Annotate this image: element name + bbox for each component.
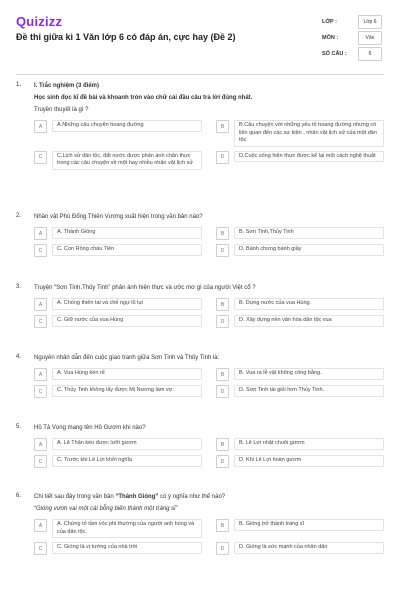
- option-text: A. Chứng tỏ tầm vóc phi thường của người anh hùng và của dân tộc.: [52, 519, 202, 538]
- option-letter: D: [216, 315, 229, 328]
- option-a[interactable]: [34, 298, 202, 311]
- option-letter: A: [34, 120, 47, 133]
- question-text-suffix: có ý nghĩa như thế nào?: [158, 494, 226, 500]
- option-letter: D: [216, 385, 229, 398]
- question-text: Nhân vật Phù Đổng Thiên Vương xuất hiện trong văn bản nào?: [34, 214, 203, 220]
- option-text: B.Câu chuyện với những yếu tố hoang đường nhưng có liên quan đến các sự kiện , nhân vật lịch sử của một dân tộc: [234, 120, 384, 147]
- option-a[interactable]: [34, 368, 202, 381]
- meta-value: 6: [358, 47, 382, 61]
- option-text: D. Sơn Tinh tài giỏi hơn Thủy Tinh.: [234, 385, 384, 397]
- worksheet-title: Đề thi giữa kì 1 Văn lớp 6 có đáp án, cực hay (Đề 2): [16, 32, 236, 42]
- question-5: [16, 424, 384, 468]
- option-text: A.Những câu chuyện hoang đường: [52, 120, 202, 132]
- option-letter: B: [216, 120, 229, 133]
- option-d[interactable]: [216, 455, 384, 468]
- option-text: B. Vua ra lễ vật không công bằng.: [234, 368, 384, 380]
- question-3: [16, 284, 384, 328]
- option-letter: B: [216, 298, 229, 311]
- question-number: 5.: [16, 424, 22, 430]
- question-4: [16, 354, 384, 398]
- option-letter: C: [34, 315, 47, 328]
- option-letter: A: [34, 227, 47, 240]
- meta-value: Văn: [358, 31, 382, 45]
- option-c[interactable]: [34, 542, 202, 555]
- option-text: D. Khi Lê Lợi hoàn gươm: [234, 455, 384, 467]
- option-b[interactable]: [216, 519, 384, 538]
- option-letter: D: [216, 151, 229, 164]
- meta-value: Lớp 6: [358, 15, 382, 29]
- meta-key: LỚP :: [322, 19, 337, 25]
- option-letter: B: [216, 227, 229, 240]
- option-text: A. Vua Hùng kén rể: [52, 368, 202, 380]
- meta-row-count: [322, 46, 382, 62]
- option-letter: C: [34, 244, 47, 257]
- option-d[interactable]: [216, 244, 384, 257]
- option-text: B. Lê Lợi nhặt chuôi gươm: [234, 438, 384, 450]
- question-text: Hồ Tả Vọng mang tên Hồ Gươm khi nào?: [34, 425, 146, 431]
- option-a[interactable]: [34, 227, 202, 240]
- question-text: Truyền thuyết là gì ?: [34, 107, 89, 113]
- option-b[interactable]: [216, 298, 384, 311]
- option-letter: B: [216, 519, 229, 532]
- option-text: B. Gióng trở thành tráng sĩ: [234, 519, 384, 531]
- question-text: Truyện “Sơn Tinh,Thủy Tinh” phản ánh hiện thực và ước mơ gì của người Việt cổ ?: [34, 285, 256, 291]
- option-c[interactable]: [34, 455, 202, 468]
- question-text: [34, 493, 384, 501]
- option-text: A. Thánh Gióng: [52, 227, 202, 239]
- question-text-title: “Thánh Gióng”: [115, 494, 159, 500]
- option-text: C. Thủy Tinh không lấy được Mị Nương làm vợ.: [52, 385, 202, 397]
- meta-row-subject: [322, 30, 382, 46]
- option-text: A. Lê Thận kéo được lưỡi gươm: [52, 438, 202, 450]
- option-grid: [34, 227, 384, 257]
- option-text: C.Lịch sử dân tộc, đất nước được phản ánh chân thực trong các câu chuyện về một hay nhiều nhân vật lịch sử: [52, 151, 202, 170]
- worksheet-header: [16, 0, 384, 75]
- option-b[interactable]: [216, 438, 384, 451]
- option-letter: D: [216, 244, 229, 257]
- option-letter: A: [34, 519, 47, 532]
- section-instruction: Học sinh đọc kĩ đề bài và khoanh tròn vào chữ cái đầu câu trả lời đúng nhất.: [34, 95, 253, 101]
- option-letter: B: [216, 368, 229, 381]
- question-6: [16, 493, 384, 555]
- option-d[interactable]: [216, 151, 384, 170]
- option-letter: D: [216, 455, 229, 468]
- question-text-prefix: Chi tiết sau đây trong văn bản: [34, 494, 116, 500]
- option-letter: C: [34, 455, 47, 468]
- question-number: 1.: [16, 82, 22, 88]
- option-c[interactable]: [34, 385, 202, 398]
- question-quote: “Gióng vươn vai một cái bỗng biến thành một tráng sĩ”: [34, 506, 178, 512]
- option-text: C. Con Rồng cháu Tiên: [52, 244, 202, 256]
- option-text: C. Trước khi Lê Lợi khởi nghĩa: [52, 455, 202, 467]
- option-b[interactable]: [216, 368, 384, 381]
- section-heading: I. Trắc nghiệm (3 điểm): [34, 83, 100, 89]
- option-letter: D: [216, 542, 229, 555]
- option-letter: C: [34, 385, 47, 398]
- question-number: 6.: [16, 493, 22, 499]
- option-d[interactable]: [216, 385, 384, 398]
- option-a[interactable]: [34, 438, 202, 451]
- option-letter: A: [34, 438, 47, 451]
- option-b[interactable]: [216, 120, 384, 147]
- option-letter: B: [216, 438, 229, 451]
- option-c[interactable]: [34, 151, 202, 170]
- option-letter: A: [34, 368, 47, 381]
- option-grid: [34, 120, 384, 170]
- option-text: D. Bánh chưng bánh giầy: [234, 244, 384, 256]
- option-text: B. Sơn Tinh,Thủy Tinh: [234, 227, 384, 239]
- option-c[interactable]: [34, 315, 202, 328]
- option-text: D. Gióng là sức mạnh của nhân dân: [234, 542, 384, 554]
- option-a[interactable]: [34, 519, 202, 538]
- meta-row-class: [322, 14, 382, 30]
- option-letter: A: [34, 298, 47, 311]
- meta-key: MÔN :: [322, 35, 339, 41]
- option-text: A. Chống thiên tai và chế ngự lũ lụt: [52, 298, 202, 310]
- quizizz-logo: Quizizz: [16, 14, 63, 29]
- option-grid: [34, 368, 384, 398]
- option-text: D. Xây dựng nền văn hóa dân tộc vua: [234, 315, 384, 327]
- option-d[interactable]: [216, 542, 384, 555]
- option-grid: [34, 298, 384, 328]
- option-text: B. Dựng nước của vua Hùng.: [234, 298, 384, 310]
- option-grid: [34, 438, 384, 468]
- option-grid: [34, 519, 384, 555]
- option-b[interactable]: [216, 227, 384, 240]
- meta-key: SỐ CÂU :: [322, 51, 347, 57]
- question-2: [16, 213, 384, 257]
- question-number: 2.: [16, 213, 22, 219]
- option-a[interactable]: [34, 120, 202, 147]
- question-number: 3.: [16, 284, 22, 290]
- option-c[interactable]: [34, 244, 202, 257]
- option-text: D.Cuộc sống hiện thực được kể lại một cách nghệ thuật: [234, 151, 384, 163]
- question-number: 4.: [16, 354, 22, 360]
- option-text: C. Giữ nước của vua Hùng: [52, 315, 202, 327]
- question-text: Nguyên nhân dẫn đến cuộc giao tranh giữa Sơn Tinh và Thủy Tinh là:: [34, 355, 220, 361]
- option-text: C. Gióng là vị tướng của nhà trời: [52, 542, 202, 554]
- option-d[interactable]: [216, 315, 384, 328]
- question-1: [16, 82, 384, 170]
- worksheet-meta: [322, 14, 382, 62]
- option-letter: C: [34, 151, 47, 164]
- option-letter: C: [34, 542, 47, 555]
